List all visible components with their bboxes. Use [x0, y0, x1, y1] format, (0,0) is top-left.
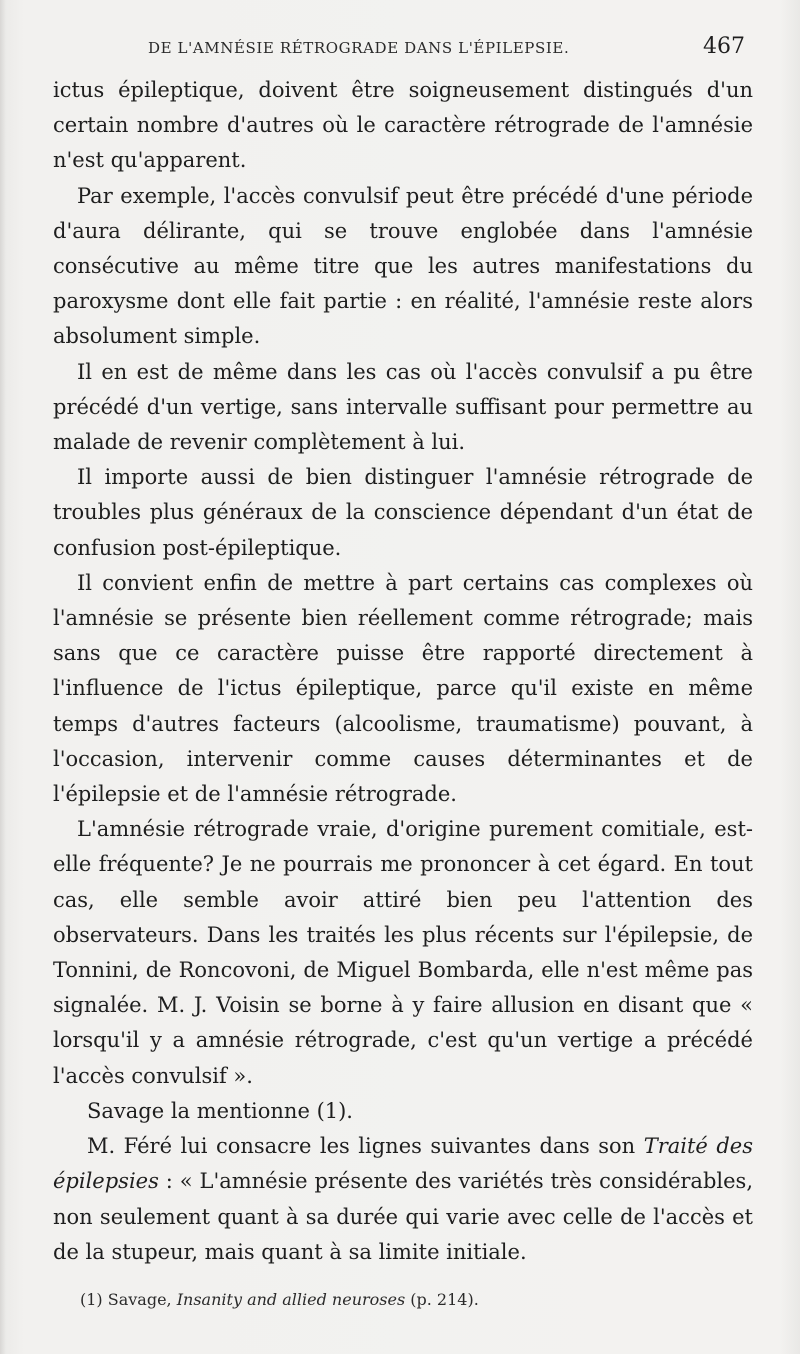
paragraph-fere — [53, 1129, 753, 1270]
paragraph-aura: Par exemple, l'accès convulsif peut être précédé d'une période d'aura délirante, qui se trouve englobée dans l'amnésie consécutive au même titre que les autres manifestations du paroxysme dont elle fait partie : en réalité, l'amnésie reste alors absolument simple. — [53, 183, 753, 349]
paragraph-savage: Savage la mentionne (1). — [87, 1098, 353, 1123]
paragraph-cas-complexes: Il convient enfin de mettre à part certains cas complexes où l'amnésie se présente bien réellement comme rétrograde; mais sans que ce caractère puisse être rapporté directement à l'influence de l'ictus épileptique, parce qu'il existe en même temps d'autres facteurs (alcoolisme, traumatisme) pouvant, à l'occasion, intervenir comme causes déterminantes et de l'épilepsie et de l'amnésie rétrograde. — [53, 570, 753, 807]
fere-text-after: : « L'amnésie présente des variétés très considérables, non seulement quant à sa durée qui varie avec celle de l'accès et de la stupeur, mais quant à sa limite initiale. — [53, 1169, 753, 1264]
paragraph-amnesie-vraie: L'amnésie rétrograde vraie, d'origine purement comitiale, est-elle fréquente? Je ne pourrais me prononcer à cet égard. En tout cas, elle semble avoir attiré bien peu l'attention des observateurs. Dans les traités les plus récents sur l'épilepsie, de Tonnini, de Roncovoni, de Miguel Bombarda, elle n'est même pas signalée. M. J. Voisin se borne à y faire allusion en disant que « lorsqu'il y a amnésie rétrograde, c'est qu'un vertige a précédé l'accès convulsif ». — [53, 817, 753, 1088]
fere-book-title: Traité des épilepsies — [53, 1134, 753, 1194]
page-number: 467 — [703, 34, 745, 59]
paragraph-confusion: Il importe aussi de bien distinguer l'amnésie rétrograde de troubles plus généraux de la conscience dépendant d'un état de confusion post-épileptique. — [53, 465, 753, 560]
footnote-page-ref: (p. 214). — [405, 1290, 479, 1309]
running-head — [0, 34, 800, 64]
fere-text-before: M. Féré lui consacre les lignes suivantes dans son — [87, 1134, 644, 1159]
footnote-book-title: Insanity and allied neuroses — [176, 1290, 406, 1309]
footnote-marker: (1) Savage, — [80, 1290, 177, 1309]
running-title: DE L'AMNÉSIE RÉTROGRADE DANS L'ÉPILEPSIE. — [148, 39, 570, 57]
paragraph-continuation: ictus épileptique, doivent être soigneusement distingués d'un certain nombre d'autres où le caractère rétrograde de l'amnésie n'est qu'apparent. — [53, 78, 753, 173]
footnote — [80, 1290, 760, 1309]
body-text — [53, 73, 753, 1270]
paragraph-vertige: Il en est de même dans les cas où l'accès convulsif a pu être précédé d'un vertige, sans intervalle suffisant pour permettre au malade de revenir complètement à lui. — [53, 359, 753, 455]
